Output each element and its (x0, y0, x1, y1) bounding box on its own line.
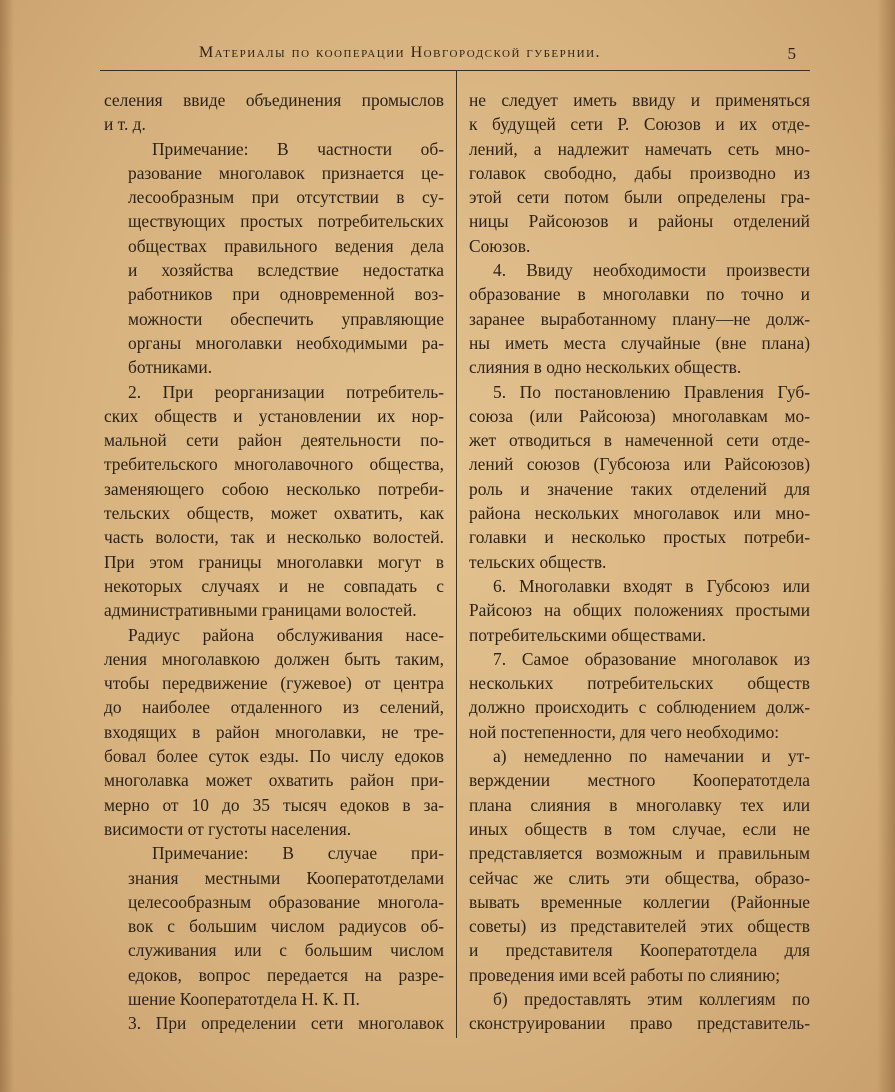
text-line: образование в многолавки по точно и (469, 284, 810, 305)
text-line: лесообразным при отсутствии в су- (128, 187, 444, 208)
text-line: 3. При определении сети многолавок (128, 1013, 444, 1034)
header-rule (100, 70, 810, 71)
text-line: к будущей сети Р. Союзов и их отде- (469, 114, 810, 135)
text-line: вок с большим числом радиусов об- (128, 916, 444, 937)
text-line: района нескольких многолавок или мно- (469, 503, 810, 524)
text-line: многолавка может охватить район при- (104, 770, 444, 791)
text-line: и представителя Кооператотдела для (469, 940, 810, 961)
text-line: ществующих простых потребительских (128, 211, 444, 232)
text-line: проведения ими всей работы по слиянию; (469, 964, 781, 985)
text-line: и хозяйства вследствие недостатка (128, 260, 444, 281)
right-text-column (469, 88, 810, 1036)
text-line: можности обеспечить управляющие (128, 308, 444, 329)
running-header (100, 44, 812, 70)
text-line: 5. По постановлению Правления Губ- (493, 381, 810, 402)
text-line: часть волости, так и несколько волостей. (104, 527, 444, 548)
text-line: знания местными Кооператотделами (128, 867, 444, 888)
text-line: При этом границы многолавки могут в (104, 551, 444, 572)
text-line: этой сети потом были определены гра- (469, 187, 810, 208)
text-line: Радиус района обслуживания насе- (128, 624, 444, 645)
text-line: сейчас же слить эти общества, образо- (469, 867, 810, 888)
text-line: 7. Самое образование многолавок из (493, 648, 810, 669)
header-title: Материалы по кооперации Новгородской губернии. (198, 44, 602, 61)
text-line: 6. Многолавки входят в Губсоюз или (493, 575, 810, 596)
text-line: требительского многолавочного общества, (104, 454, 444, 475)
text-line: Примечание: В частности об- (152, 138, 444, 159)
text-line: слияния в одно нескольких обществ. (469, 357, 742, 378)
text-line: чтобы передвижение (гужевое) от центра (104, 673, 444, 694)
text-line: до наиболее отдаленного из селений, (104, 697, 444, 718)
text-line: селения ввиде объединения промыслов (104, 90, 444, 110)
text-line: верждении местного Кооператотдела (469, 770, 810, 791)
text-line: представляется возможным и правильным (469, 843, 810, 864)
text-line: потребительскими обществами. (469, 624, 706, 645)
text-line: мальной сети район деятельности по- (104, 430, 444, 451)
text-line: 2. При реорганизации потребитель- (128, 381, 444, 402)
text-line: иных обществ в том случае, если не (469, 818, 810, 839)
text-line: роль и значение таких отделений для (469, 478, 810, 499)
text-line: голавок свободно, дабы производно из (469, 162, 810, 183)
text-line: а) немедленно по намечании и ут- (493, 746, 810, 767)
text-line: сконструировании право представитель- (469, 1013, 810, 1034)
page-number: 5 (787, 44, 796, 63)
text-line: ной постепенности, для чего необходимо: (469, 721, 780, 742)
text-line: работников при одновременной воз- (128, 284, 444, 305)
text-line: ницы Райсоюзов и районы отделений (469, 211, 810, 232)
text-line: Примечание: В случае при- (152, 843, 444, 864)
text-line: шение Кооператотдела Н. К. П. (128, 988, 360, 1009)
page-edge-shadow-right (877, 0, 895, 1092)
text-line: заменяющего собою несколько потреби- (104, 478, 444, 499)
text-line: тельских обществ. (469, 551, 607, 572)
text-line: голавки и несколько простых потреби- (469, 527, 810, 548)
text-line: тельских обществ, может охватить, как (104, 503, 444, 524)
text-line: административными границами волостей. (104, 600, 417, 621)
text-line: должно происходить с соблюдением долж- (469, 697, 810, 718)
text-line: нескольких потребительских обществ (469, 673, 810, 694)
text-line: 4. Ввиду необходимости произвести (493, 260, 810, 281)
text-line: не следует иметь ввиду и применяться (469, 90, 810, 110)
text-line: советы) из представителей этих обществ (469, 916, 810, 937)
text-line: разование многолавок признается це- (128, 162, 444, 183)
text-line: висимости от густоты населения. (104, 818, 352, 839)
text-line: Райсоюз на общих положениях простыми (469, 600, 810, 621)
left-text-column (104, 88, 444, 1036)
text-line: ны иметь места случайные (вне плана) (469, 332, 810, 353)
text-line: органы многолавки необходимыми ра- (128, 332, 444, 353)
text-line: ботниками. (128, 357, 213, 378)
text-line: заранее выработанному плану—не долж- (469, 308, 810, 329)
text-line: ских обществ и установлении их нор- (104, 405, 444, 426)
text-line: некоторых случаях и не совпадать с (104, 575, 444, 596)
text-line: ления многолавкою должен быть таким, (104, 648, 444, 669)
text-line: целесообразным образование многола- (128, 891, 444, 912)
text-line: Союзов. (469, 235, 531, 256)
text-line: входящих в район многолавки, не тре- (104, 721, 444, 742)
text-line: едоков, вопрос передается на разре- (128, 964, 444, 985)
text-line: вывать временные коллегии (Районные (469, 891, 810, 912)
text-line: обществах правильного ведения дела (128, 235, 444, 256)
page-edge-shadow-left (0, 0, 14, 1092)
text-line: бовал более суток езды. По числу едоков (104, 746, 444, 767)
text-line: жет отводиться в намеченной сети отде- (469, 430, 810, 451)
text-line: лений, а надлежит намечать сеть мно- (469, 138, 810, 159)
text-line: союза (или Райсоюза) многолавкам мо- (469, 405, 810, 426)
text-line: б) предоставлять этим коллегиям по (493, 988, 810, 1009)
text-line: плана слияния в многолавку тех или (469, 794, 810, 815)
text-line: и т. д. (104, 114, 146, 135)
text-line: лений союзов (Губсоюза или Райсоюзов) (469, 454, 810, 475)
text-line: мерно от 10 до 35 тысяч едоков в за- (104, 794, 444, 815)
text-line: служивания или с большим числом (128, 940, 444, 961)
column-divider (456, 70, 457, 1038)
